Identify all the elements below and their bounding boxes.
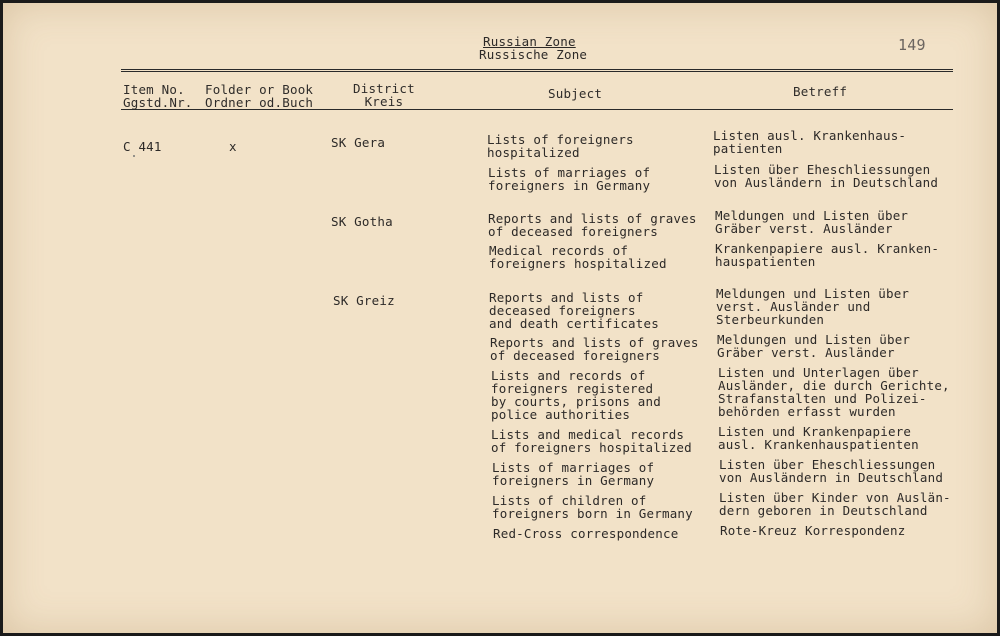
subject-entry [492, 494, 693, 520]
betreff-entry [717, 333, 910, 359]
subject-entry [487, 133, 634, 159]
subject-line: Red-Cross correspondence [493, 526, 679, 541]
subject-entry [491, 428, 692, 454]
col-header-district-de: Kreis [364, 94, 404, 109]
col-header-folder-de: Ordner od.Buch [205, 95, 314, 110]
subject-line: Medical records of [489, 243, 629, 258]
betreff-line: Meldungen und Listen über [717, 332, 911, 347]
betreff-entry [720, 524, 905, 537]
document-page [3, 3, 997, 633]
subject-line: Lists of marriages of [492, 460, 655, 475]
betreff-entry [714, 163, 938, 189]
col-header-subject: Subject [548, 86, 603, 101]
subject-line: of foreigners hospitalized [491, 440, 692, 455]
district-greiz: SK Greiz [333, 293, 395, 308]
subject-line: foreigners hospitalized [489, 256, 667, 271]
betreff-line: Listen und Krankenpapiere [718, 424, 912, 439]
paper-speck [133, 155, 135, 157]
subject-line: of deceased foreigners [490, 348, 660, 363]
zone-title-de: Russische Zone [479, 47, 588, 62]
subject-line: Lists of marriages of [488, 165, 651, 180]
subject-entry [492, 461, 654, 487]
betreff-line: ausl. Krankenhauspatienten [718, 437, 919, 452]
betreff-line: Listen über Eheschliessungen [719, 457, 936, 472]
subject-line: foreigners in Germany [488, 178, 651, 193]
betreff-line: von Ausländern in Deutschland [714, 175, 939, 190]
subject-line: by courts, prisons and [491, 394, 661, 409]
betreff-line: Rote-Kreuz Korrespondenz [720, 523, 906, 538]
subject-entry [488, 212, 697, 238]
betreff-entry [719, 458, 943, 484]
betreff-line: Listen über Eheschliessungen [714, 162, 931, 177]
betreff-line: Listen ausl. Krankenhaus- [713, 128, 907, 143]
subject-line: police authorities [491, 407, 631, 422]
betreff-entry [713, 129, 906, 155]
subject-line: of deceased foreigners [488, 224, 658, 239]
betreff-line: Strafanstalten und Polizei- [718, 391, 927, 406]
betreff-line: Sterbeurkunden [716, 312, 825, 327]
subject-entry [489, 244, 667, 270]
district-gotha: SK Gotha [331, 214, 393, 229]
subject-line: deceased foreigners [489, 303, 636, 318]
header-bottom-rule [121, 109, 953, 110]
subject-entry [489, 291, 659, 330]
subject-line: Lists of children of [492, 493, 647, 508]
betreff-line: hauspatienten [715, 254, 816, 269]
subject-line: Reports and lists of graves [488, 211, 697, 226]
betreff-line: dern geboren in Deutschland [719, 503, 928, 518]
col-header-betreff: Betreff [793, 84, 848, 99]
subject-entry [491, 369, 661, 421]
subject-entry [490, 336, 699, 362]
betreff-line: Meldungen und Listen über [715, 208, 909, 223]
zone-title-en: Russian Zone [483, 34, 576, 49]
betreff-entry [718, 366, 950, 418]
subject-line: Lists and records of [491, 368, 646, 383]
betreff-line: Gräber verst. Ausländer [717, 345, 895, 360]
col-header-item-no-en: Item No. [123, 82, 185, 97]
item-number: C 441 [123, 139, 162, 154]
col-header-folder-en: Folder or Book [205, 82, 314, 97]
betreff-line: Ausländer, die durch Gerichte, [718, 378, 950, 393]
betreff-line: Listen über Kinder von Auslän- [719, 490, 951, 505]
betreff-line: von Ausländern in Deutschland [719, 470, 944, 485]
betreff-line: Meldungen und Listen über [716, 286, 910, 301]
betreff-entry [716, 287, 909, 326]
subject-line: Lists of foreigners [487, 132, 634, 147]
subject-entry [493, 527, 678, 540]
betreff-line: Krankenpapiere ausl. Kranken- [715, 241, 940, 256]
betreff-entry [715, 209, 908, 235]
district-gera: SK Gera [331, 135, 386, 150]
subject-line: Reports and lists of [489, 290, 644, 305]
subject-line: and death certificates [489, 316, 659, 331]
subject-entry [488, 166, 650, 192]
subject-line: Lists and medical records [491, 427, 685, 442]
col-header-folder [205, 83, 313, 109]
subject-line: foreigners born in Germany [492, 506, 693, 521]
betreff-line: Listen und Unterlagen über [718, 365, 919, 380]
subject-line: foreigners in Germany [492, 473, 655, 488]
betreff-line: verst. Ausländer und [716, 299, 871, 314]
subject-line: Reports and lists of graves [490, 335, 699, 350]
folder-marker: x [229, 139, 237, 154]
betreff-line: patienten [713, 141, 783, 156]
col-header-district [353, 82, 415, 108]
col-header-item-no-de: Ggstd.Nr. [123, 95, 193, 110]
col-header-item-no [123, 83, 193, 109]
col-header-district-en: District [353, 81, 415, 96]
header-top-rule [121, 69, 953, 72]
betreff-entry [718, 425, 919, 451]
betreff-line: Gräber verst. Ausländer [715, 221, 893, 236]
subject-line: foreigners registered [491, 381, 654, 396]
betreff-entry [719, 491, 951, 517]
betreff-entry [715, 242, 939, 268]
subject-line: hospitalized [487, 145, 580, 160]
betreff-line: behörden erfasst wurden [718, 404, 896, 419]
page-number: 149 [898, 36, 926, 54]
